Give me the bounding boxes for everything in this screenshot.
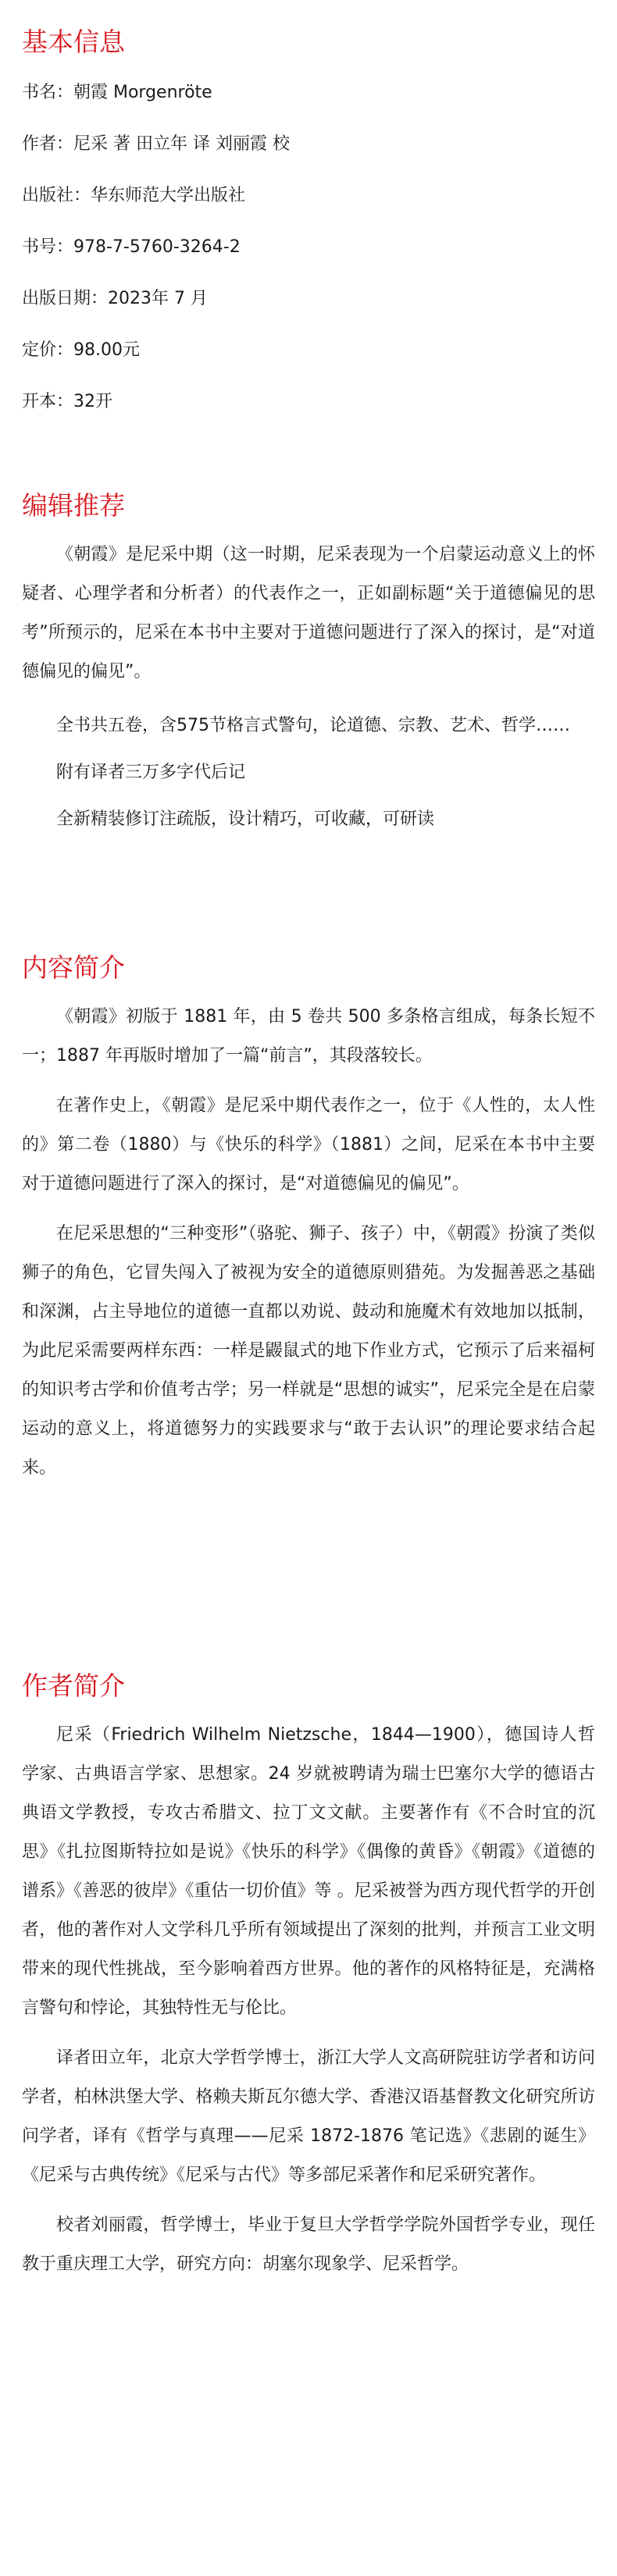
author-heading: 作者简介 [22, 1670, 125, 1701]
info-publisher: 出版社：华东师范大学出版社 [22, 186, 246, 205]
basic-info-section [22, 27, 595, 428]
translator-paragraph: 译者田立年，北京大学哲学博士，浙江大学人文高研院驻访学者和访问学者，柏林洪堡大学、格赖夫斯瓦尔德大学、香港汉语基督教文化研究所访问学者，译有《哲学与真理——尼采 1872-1876 笔记选》《悲剧的诞生》《尼采与古典传统》《尼采与古代》等多部尼采著作和尼采研究著作。 [22, 2048, 595, 2185]
info-title: 书名：朝霞 Morgenröte [22, 83, 212, 102]
editor-note: 附有译者三万多字代后记 [56, 763, 246, 782]
author-body [22, 1716, 595, 2284]
proofreader-paragraph: 校者刘丽霞，哲学博士，毕业于复旦大学哲学学院外国哲学专业，现任教于重庆理工大学，研究方向：胡塞尔现象学、尼采哲学。 [22, 2215, 595, 2274]
editor-recommend-heading: 编辑推荐 [22, 490, 125, 521]
summary-paragraph: 《朝霞》初版于 1881 年，由 5 卷共 500 多条格言组成，每条长短不一；1887 年再版时增加了一篇“前言”，其段落较长。 [22, 1007, 595, 1066]
info-format: 开本：32开 [22, 392, 112, 411]
editor-note: 全书共五卷，含575节格言式警句，论道德、宗教、艺术、哲学…… [56, 716, 570, 735]
author-paragraph: 尼采（Friedrich Wilhelm Nietzsche，1844—1900），德国诗人哲学家、古典语言学家、思想家。24 岁就被聘请为瑞士巴塞尔大学的德语古典语文学教授，专攻古希腊文、拉丁文文献。主要著作有《不合时宜的沉思》《扎拉图斯特拉如是说》《快乐的科学》《偶像的黄昏》《朝霞》《道德的谱系》《善恶的彼岸》《重估一切价值》等 。尼采被誉为西方现代哲学的开创者，他的著作对人文学科几乎所有领域提出了深刻的批判，并预言工业文明带来的现代性挑战，至今影响着西方世界。他的著作的风格特征是，充满格言警句和悖论，其独特性无与伦比。 [22, 1725, 595, 2018]
info-author: 作者：尼采 著 田立年 译 刘丽霞 校 [22, 134, 290, 154]
summary-heading: 内容简介 [22, 952, 125, 983]
info-isbn: 书号：978-7-5760-3264-2 [22, 237, 241, 257]
summary-body [22, 998, 595, 1488]
author-section [22, 1670, 595, 2295]
editor-recommend-section [22, 490, 595, 843]
basic-info-list [22, 67, 595, 428]
summary-paragraph: 在尼采思想的“三种变形”（骆驼、狮子、孩子）中，《朝霞》扮演了类似狮子的角色，它冒失闯入了被视为安全的道德原则猎苑。为发掘善恶之基础和深渊，占主导地位的道德一直都以劝说、鼓动和施魔术有效地加以抵制，为此尼采需要两样东西：一样是鼹鼠式的地下作业方式，它预示了后来福柯的知识考古学和价值考古学；另一样就是“思想的诚实”，尼采完全是在启蒙运动的意义上，将道德努力的实践要求与“敢于去认识”的理论要求结合起来。 [22, 1224, 595, 1478]
editor-note: 全新精装修订注疏版，设计精巧，可收藏，可研读 [56, 809, 435, 829]
summary-section [22, 952, 595, 1499]
info-price: 定价：98.00元 [22, 340, 140, 360]
editor-recommend-body [22, 535, 595, 843]
info-publish-date: 出版日期：2023年 7 月 [22, 289, 208, 308]
basic-info-heading: 基本信息 [22, 27, 125, 57]
editor-recommend-paragraph: 《朝霞》是尼采中期（这一时期，尼采表现为一个启蒙运动意义上的怀疑者、心理学者和分析者）的代表作之一，正如副标题“关于道德偏见的思考”所预示的，尼采在本书中主要对于道德问题进行了深入的探讨，是“对道德偏见的偏见”。 [22, 545, 595, 681]
summary-paragraph: 在著作史上，《朝霞》是尼采中期代表作之一，位于《人性的，太人性的》第二卷（1880）与《快乐的科学》（1881）之间，尼采在本书中主要对于道德问题进行了深入的探讨，是“对道德偏见的偏见”。 [22, 1096, 595, 1194]
